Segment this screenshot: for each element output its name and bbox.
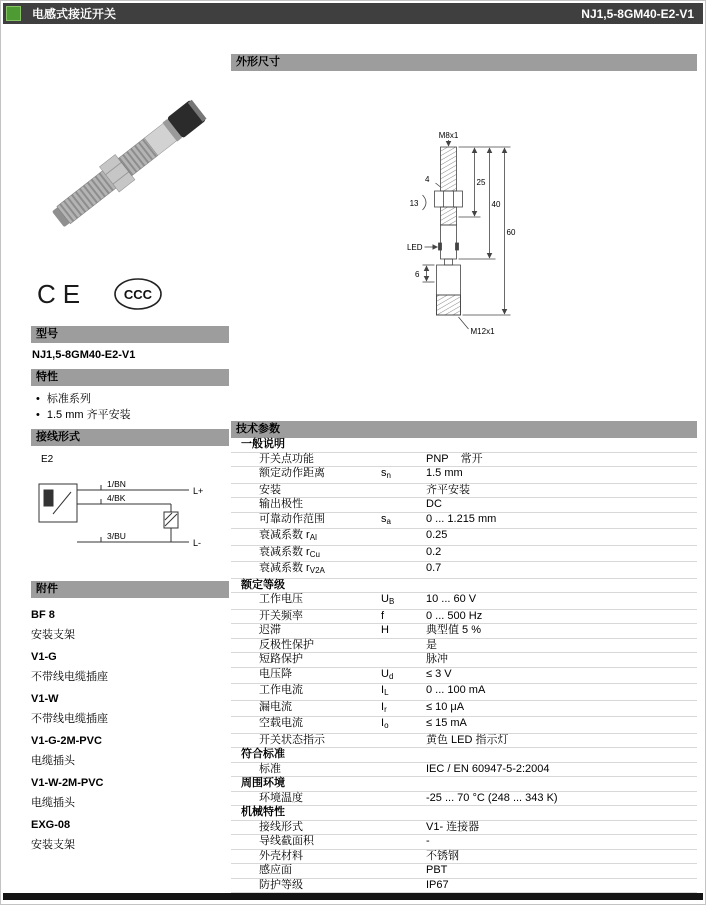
tech-row-value: DC [426,498,442,510]
dim-thread-bottom-label: M12x1 [470,327,495,336]
tech-row [231,684,697,701]
tech-row-symbol [381,792,426,806]
tech-row-label: 短路保护 [259,653,303,665]
model-number: NJ1,5-8GM40-E2-V1 [32,349,136,361]
tech-row [231,763,697,778]
tech-row [231,668,697,685]
tech-row-value: 黄色 LED 指示灯 [426,733,509,746]
tech-row [231,653,697,668]
wiring-lplus-label: L+ [193,486,204,496]
tech-row-label: 开关状态指示 [259,733,325,746]
tech-row-value: 典型值 5 % [426,624,482,636]
tech-row-label: 衰减系数 $r_{V2A}$ [259,562,325,575]
product-photo [31,42,229,262]
tech-row [231,513,697,530]
accessory-desc: 电缆插头 [31,755,75,767]
dim-led-label: LED [406,243,422,252]
tech-row [231,835,697,850]
accessory-name: V1-W-2M-PVC [31,777,104,789]
accessory-desc: 不带线电缆插座 [31,671,108,683]
tech-row-value: 0.7 [426,562,442,574]
dim-60-label: 60 [506,228,515,237]
tech-row-symbol [381,821,426,835]
accessory-name: V1-W [31,693,59,705]
tech-row [231,717,697,734]
tech-row-symbol [381,498,426,512]
tech-row-symbol [381,453,426,467]
tech-row [231,821,697,836]
tech-row-symbol [381,864,426,878]
tech-row-label: 标准 [259,762,281,775]
tech-row-value: 不锈钢 [426,849,459,862]
tech-row-value: IP67 [426,878,449,891]
dim-thread-top-label: M8x1 [438,131,458,140]
accessory-item [31,777,229,810]
wiring-pin3-label: 3/BU [107,531,126,541]
tech-row-symbol: $I_L$ [381,684,389,697]
tech-row-label: 防护等级 [259,878,303,891]
tech-row-value: ≤ 15 mA [426,717,467,729]
accessory-name: V1-G [31,651,57,663]
dim-6-label: 6 [414,270,419,279]
wiring-pin1-label: 1/BN [107,479,126,489]
tech-row-value: PBT [426,864,448,876]
accessory-desc: 电缆插头 [31,797,75,809]
tech-row [231,864,697,879]
accessory-item [31,651,229,684]
wiring-lminus-label: L- [193,538,202,548]
tech-row [231,546,697,563]
tech-row-value: -25 ... 70 °C (248 ... 343 K) [426,791,558,804]
tech-row [231,610,697,625]
dimension-drawing-svg [367,129,562,381]
tech-row-value: 0 ... 1.215 mm [426,512,497,525]
sensor-photo-drawing [31,42,229,262]
wiring-pin4-label: 4/BK [107,493,126,503]
tech-row-symbol [381,546,426,562]
tech-row-value: 是 [426,638,437,651]
tech-row-symbol: $s_n$ [381,467,391,480]
tech-row-label: 开关频率 [259,609,303,622]
tech-section-header: 一般说明 [231,438,697,453]
page-title: 电感式接近开关 [32,7,117,21]
tech-row-value: 10 ... 60 V [426,593,477,605]
tech-row-label: 导线截面积 [259,835,314,847]
dim-40-label: 40 [491,200,500,209]
accessory-name: EXG-08 [31,819,71,831]
section-features-header: 特性 [31,369,229,386]
tech-row [231,562,697,579]
tech-row-label: 可靠动作范围 [259,512,325,525]
tech-row-symbol [381,763,426,777]
tech-row [231,639,697,654]
tech-row-value: 0 ... 100 mA [426,684,486,696]
header-model-number: NJ1,5-8GM40-E2-V1 [581,6,694,21]
tech-table [231,438,697,893]
tech-row [231,792,697,807]
wiring-variant-label: E2 [41,454,54,465]
brand-logo-icon [6,6,21,21]
accessory-desc: 安装支架 [31,629,75,641]
ce-mark-icon: CE [37,278,88,309]
tech-row-value: IEC / EN 60947-5-2:2004 [426,762,550,775]
accessory-desc: 安装支架 [31,839,75,851]
dim-4-label: 4 [424,175,429,184]
section-accessories-header: 附件 [31,581,229,598]
svg-text:CCC: CCC [124,287,153,302]
tech-row-symbol [381,529,426,545]
tech-row [231,498,697,513]
tech-row [231,453,697,468]
tech-row-symbol [381,879,426,893]
feature-item: • 1.5 mm 齐平安装 [32,407,229,423]
dim-25-label: 25 [476,178,485,187]
tech-row-value: 1.5 mm [426,467,463,479]
tech-row-symbol [381,734,426,748]
tech-row-symbol: H [381,624,389,636]
tech-row-label: 额定动作距离 [259,467,325,479]
accessory-item [31,735,229,768]
tech-row [231,624,697,639]
tech-row [231,734,697,749]
tech-row-value: - [426,835,430,847]
tech-row-value: ≤ 3 V [426,667,452,680]
tech-row-symbol [381,562,426,578]
accessory-desc: 不带线电缆插座 [31,713,108,725]
tech-row-value: 脉冲 [426,653,448,665]
tech-row [231,484,697,499]
tech-row-label: 工作电压 [259,593,303,605]
tech-row-label: 迟滞 [259,624,281,636]
tech-row-value: 齐平安装 [426,483,470,496]
tech-row-symbol: $s_a$ [381,512,391,526]
tech-row-label: 反极性保护 [259,638,314,651]
tech-row-symbol [381,850,426,864]
feature-item: • 标准系列 [32,391,229,407]
ccc-mark-icon [113,277,163,311]
tech-row-label: 开关点功能 [259,452,314,465]
tech-row-label: 安装 [259,483,281,496]
tech-row-label: 电压降 [259,667,292,680]
tech-row-label: 空载电流 [259,717,303,729]
tech-row-label: 外壳材料 [259,849,303,862]
tech-row-symbol: $I_r$ [381,700,387,714]
tech-section-header: 额定等级 [231,579,697,594]
wiring-diagram [31,446,229,581]
tech-section-header: 符合标准 [231,748,697,763]
accessory-item [31,819,229,852]
section-model-header: 型号 [31,326,229,343]
accessory-item [31,609,229,642]
tech-row-symbol [381,653,426,667]
tech-row [231,850,697,865]
tech-row-label: 环境温度 [259,791,303,804]
tech-row-label: 接线形式 [259,820,303,833]
tech-row [231,529,697,546]
dimension-drawing [231,71,697,421]
accessories-list [31,598,229,852]
tech-row [231,593,697,610]
tech-row-symbol: f [381,609,385,622]
tech-row-symbol [381,484,426,498]
tech-row-label: 输出极性 [259,498,303,510]
tech-row-value: 0.25 [426,529,448,541]
wiring-diagram-svg [31,446,229,581]
tech-row-value: ≤ 10 μA [426,700,465,713]
tech-row-value: PNP 常开 [426,452,483,465]
tech-row-value: 0.2 [426,545,442,558]
dim-wrench-13-label: 13 [409,199,418,208]
tech-row-label: 感应面 [259,864,292,876]
tech-row-value: V1- 连接器 [426,820,480,833]
accessory-name: V1-G-2M-PVC [31,735,102,747]
tech-row-symbol: $U_d$ [381,667,394,681]
tech-row-value: 0 ... 500 Hz [426,609,483,622]
tech-section-header: 机械特性 [231,806,697,821]
tech-row [231,701,697,718]
tech-row-symbol [381,835,426,849]
tech-section-header: 周围环境 [231,777,697,792]
tech-row-symbol: $I_o$ [381,717,389,730]
section-tech-header: 技术参数 [231,421,697,438]
tech-row-symbol: $U_B$ [381,593,395,606]
tech-row-label: 衰减系数 $r_{Al}$ [259,529,317,542]
tech-row [231,879,697,894]
bottom-bar [3,893,703,900]
left-column [31,42,229,852]
tech-row-label: 漏电流 [259,700,292,713]
accessory-item [31,693,229,726]
right-column [231,54,697,893]
tech-row-symbol [381,639,426,653]
content-columns [1,24,705,890]
tech-row-label: 工作电流 [259,684,303,696]
section-wiring-header: 接线形式 [31,429,229,446]
tech-row-label: 衰减系数 $r_{Cu}$ [259,545,320,559]
accessory-name: BF 8 [31,609,55,621]
top-header [3,3,703,24]
certification-marks [31,262,229,326]
section-dimensions-header: 外形尺寸 [231,54,697,71]
features-list [32,391,229,423]
tech-row [231,467,697,484]
